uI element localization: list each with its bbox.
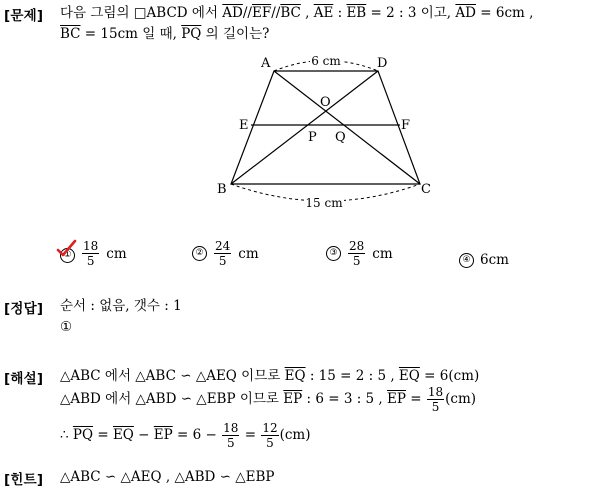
problem-line-2: $\overline{BC} = 15cm$ 일 때, $\overline{PQ}$ 의 길이는? — [60, 26, 270, 42]
problem-line-1: 다음 그림의 □ABCD 에서 $\overline{AD}//\overline{EF}//\overline{BC}$ , $\overline{AE}$ : $\overline{EB} = 2$ : 3 이고, $\overline{AD} = 6cm$ , — [60, 5, 534, 21]
answer-label: [정답] — [4, 301, 44, 317]
choice-4[interactable]: ④ 6cm — [459, 252, 509, 268]
point-e: E — [239, 118, 249, 133]
explanation-label: [해설] — [4, 371, 44, 387]
explanation-line-3: ∴ $\overline{PQ} = \overline{EQ} - \overline{EP} = 6$ − $\frac{18}{5}$ = $\frac{12}{5}$ (cm) — [60, 421, 311, 450]
answer-line-2: ① — [60, 319, 73, 335]
explanation-fraction-3: $\frac{12}{5}$ — [262, 421, 278, 450]
explanation-fraction-1: $\frac{18}{5}$ — [427, 385, 444, 414]
explanation-fraction-2: $\frac{18}{5}$ — [223, 421, 239, 450]
choice-1-number: ① — [60, 248, 75, 263]
point-c: C — [421, 182, 431, 197]
trapezoid-figure — [214, 52, 444, 212]
point-q: Q — [335, 130, 346, 145]
point-a: A — [261, 56, 271, 71]
choice-3-fraction: $\frac{28}{5}$ — [349, 239, 365, 268]
hint-text: △ABC ∽ △AEQ , △ABD ∽ △EBP — [60, 469, 275, 485]
hint-label: [힌트] — [4, 472, 44, 488]
choice-2[interactable]: ② $\frac{24}{5}$ cm — [192, 240, 259, 267]
choice-2-fraction: $\frac{24}{5}$ — [215, 239, 231, 268]
choice-1[interactable]: ① $\frac{18}{5}$ cm — [60, 240, 127, 267]
point-f: F — [401, 118, 411, 133]
choice-3-number: ③ — [326, 246, 341, 261]
diagonal-ac — [274, 71, 420, 184]
trapezoid-abcd — [231, 71, 420, 184]
point-o: O — [320, 95, 331, 110]
check-mark-icon — [56, 239, 78, 259]
problem-label: [문제] — [4, 8, 44, 24]
explanation-line-2: △ABD 에서 △ABD ∽ △EBP 이므로 $\overline{EP}$ : 6 = 3 : 5 , $\overline{EP}$ = $\frac{18}{5}$ (cm) — [60, 385, 477, 414]
explanation-line-1: △ABC 에서 △ABC ∽ △AEQ 이므로 $\overline{EQ}$ : 15 = 2 : 5 , $\overline{EQ} = 6(cm)$ — [60, 368, 480, 384]
choice-3[interactable]: ③ $\frac{28}{5}$ cm — [326, 240, 393, 267]
choice-1-fraction: $\frac{18}{5}$ — [83, 239, 99, 268]
choice-2-number: ② — [192, 246, 207, 261]
answer-line-1: 순서 : 없음, 갯수 : 1 — [60, 298, 182, 314]
point-p: P — [308, 130, 317, 145]
bottom-length-label: 15 cm — [305, 196, 343, 210]
top-length-label: 6 cm — [311, 54, 341, 68]
choice-4-number: ④ — [459, 253, 474, 268]
point-d: D — [377, 56, 388, 71]
point-b: B — [217, 182, 227, 197]
